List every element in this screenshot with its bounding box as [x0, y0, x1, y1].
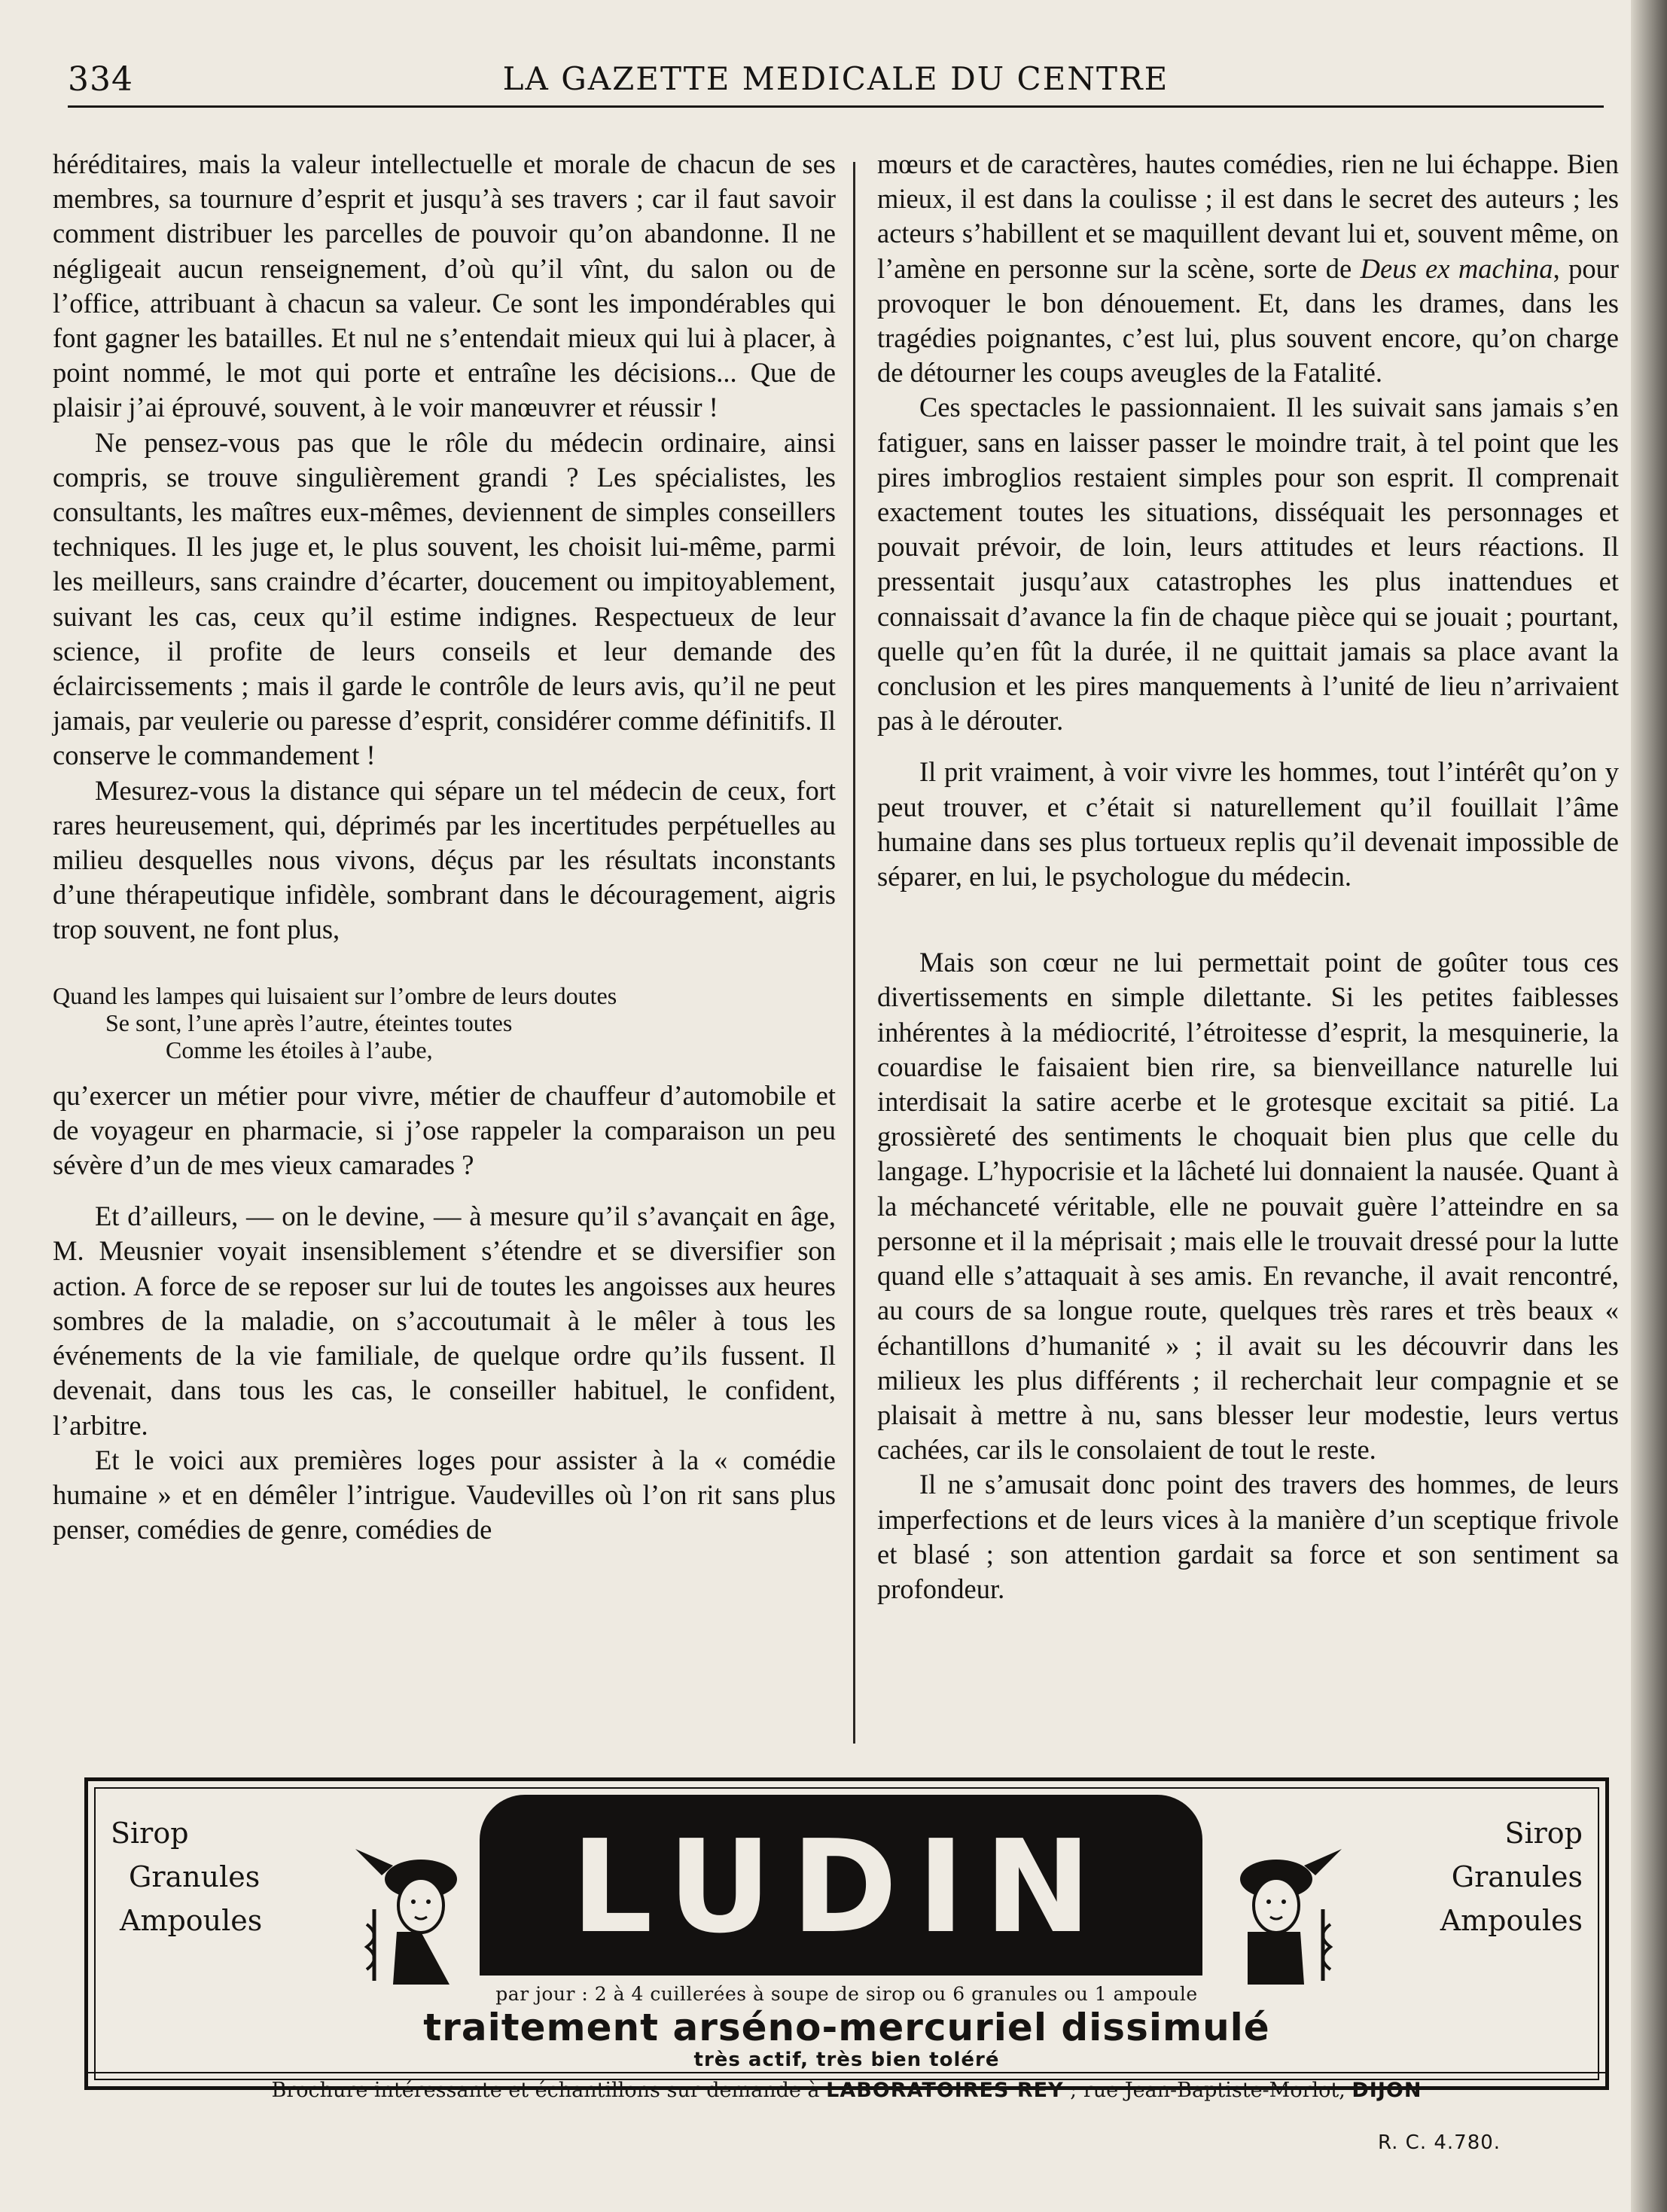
- ad-forms-right: [1440, 1811, 1583, 1942]
- brand-name: LUDIN: [571, 1813, 1111, 1962]
- left-paragraph-3: Mesurez-vous la distance qui sépare un tel médecin de ceux, fort rares heureusement, qui, déprimés par les incertitudes perpétuelles au milieu desquelles nous vivons, déçus par les résultats inconstants d’une thérapeutique infidèle, sombrant dans le découragement, aigris trop souvent, ne font plus,: [53, 774, 836, 945]
- ad-subtagline: très actif, très bien toléré: [693, 2049, 1000, 2071]
- right-paragraph-1-italic: Deus ex machina: [1360, 252, 1553, 284]
- right-paragraph-1-text-a: mœurs et de caractères, hautes comédies, rien ne lui échappe. Bien mieux, il est dans la coulisse ; il est dans le secret des auteurs ; les acteurs s’habillent et se maquillent devant lui et, souvent même, on l’amène en personne sur la scène, sorte de: [877, 148, 1619, 284]
- column-divider: [853, 162, 855, 1744]
- ludin-advertisement: [84, 1777, 1609, 2102]
- ad-form-item: Granules: [1451, 1860, 1583, 1893]
- brand-banner: [480, 1795, 1202, 1976]
- mercury-head-illustration-icon: [352, 1834, 480, 1985]
- ad-form-item: Ampoules: [120, 1904, 263, 1937]
- left-paragraph-4: qu’exercer un métier pour vivre, métier de chauffeur d’automobile et de voyageur en pharmacie, si j’ose rappeler la comparaison un peu sévère d’un de mes vieux camarades ?: [53, 1079, 836, 1181]
- right-paragraph-5: Il ne s’amusait donc point des travers des hommes, de leurs imperfections et de leurs vices à la manière d’un sceptique frivole et blasé ; son attention gardait sa force et son sentiment sa profondeur.: [877, 1469, 1619, 1604]
- ad-footer-rule: [88, 2072, 1605, 2073]
- ad-footer: [88, 2079, 1605, 2102]
- left-paragraph-1: héréditaires, mais la valeur intellectuelle et morale de chacun de ses membres, sa tournure d’esprit et jusqu’à ses travers ; car il faut savoir comment distribuer les parcelles de pouvoir qu’on abandonne. Il ne négligeait aucun renseignement, d’où qu’il vînt, du salon ou de l’office, attribuant à chacun sa valeur. Ce sont les impondérables qui font gagner les batailles. Et nul ne s’entendait mieux qui lui à placer, à point nommé, le mot qui porte et entraîne les décisions... Que de plaisir j’ai éprouvé, souvent, à le voir manœuvrer et réussir !: [53, 148, 836, 423]
- ad-footer-laboratory: LABORATOIRES REY: [826, 2079, 1064, 2102]
- left-paragraph-2: Ne pensez-vous pas que le rôle du médecin ordinaire, ainsi compris, se trouve singulièrement grandi ? Les spécialistes, les consultants, les maîtres eux-mêmes, deviennent de simples conseillers techniques. Il les juge et, le plus souvent, les choisit lui-même, parmi les meilleurs, sans craindre d’écarter, doucement ou impitoyablement, suivant les cas, ceux qu’il estime indignes. Respectueux de leur science, il profite de leurs conseils et leur demande des éclaircissements ; mais il garde le contrôle de leurs avis, qu’il ne peut jamais, par veulerie ou paresse d’esprit, considérer comme définitifs. Il conserve le commandement !: [53, 426, 836, 771]
- header-rule: [68, 105, 1604, 108]
- ad-footer-prefix: Brochure intéressante et échantillons sur demande à: [271, 2079, 827, 2102]
- ad-footer-address: ; rue Jean-Baptiste-Morlot,: [1063, 2079, 1352, 2102]
- registration-number: R. C. 4.780.: [1378, 2131, 1501, 2154]
- ad-form-item: Sirop: [111, 1817, 189, 1850]
- ad-form-item: Sirop: [1504, 1817, 1583, 1850]
- ad-dosage-line: par jour : 2 à 4 cuillerées à soupe de sirop ou 6 granules ou 1 ampoule: [495, 1983, 1198, 2005]
- verse-line: Se sont, l’une après l’autre, éteintes toutes: [105, 1008, 513, 1036]
- running-title: LA GAZETTE MEDICALE DU CENTRE: [502, 60, 1169, 97]
- right-paragraph-1-text-b: , pour provoquer le bon dénouement. Et, dans les drames, dans les tragédies poignantes, c’est lui, plus souvent encore, qu’on charge de détourner les coups aveugles de la Fatalité.: [877, 252, 1620, 389]
- right-paragraph-3: Il prit vraiment, à voir vivre les hommes, tout l’intérêt qu’on y peut trouver, et c’était si naturellement qu’il fouillait l’âme humaine dans ses plus tortueux replis qu’il devenait impossible de séparer, en lui, le psychologue du médecin.: [877, 756, 1619, 892]
- right-column: [877, 147, 1619, 1606]
- ad-forms-left: [111, 1811, 262, 1942]
- ad-form-item: Ampoules: [1440, 1904, 1583, 1937]
- right-paragraph-1: [877, 147, 1619, 390]
- left-column: [53, 147, 836, 1547]
- ad-form-item: Granules: [129, 1860, 261, 1893]
- right-paragraph-4: Mais son cœur ne lui permettait point de goûter tous ces divertissements en simple dilettante. Si les petites faiblesses inhérentes à la médiocrité, l’étroitesse d’esprit, la mesquinerie, la couardise le faisaient bien rire, sa bienveillance naturelle lui interdisait la satire acerbe et le grotesque excitait sa pitié. La grossièreté des sentiments le choquait bien plus que celle du langage. L’hypocrisie et la lâcheté lui donnaient la nausée. Quant à la méchanceté véritable, elle ne pouvait guère l’atteindre en sa personne et il la méprisait ; mais elle le trouvait dressé pour la lutte quand elle s’attaquait à ses amis. En revanche, il avait rencontré, au cours de sa longue route, quelques très rares et très beaux « échantillons d’humanité » ; il avait su les découvrir dans les milieux les plus différents ; il recherchait leur compagnie et se plaisait à mettre à nu, sans blesser leur modestie, leurs vertus cachées, car ils le consolaient de tout le reste.: [877, 947, 1619, 1466]
- ad-footer-city: DIJON: [1352, 2079, 1422, 2102]
- ad-tagline: traitement arséno-mercuriel dissimulé: [423, 2006, 1270, 2049]
- page-header: [68, 60, 1604, 105]
- left-paragraph-6: Et le voici aux premières loges pour assister à la « comédie humaine » et en démêler l’intrigue. Vaudevilles où l’on rit sans plus penser, comédies de genre, comédies de: [53, 1444, 836, 1545]
- verse-quotation: [53, 982, 836, 1063]
- verse-line: Comme les étoiles à l’aube,: [166, 1036, 433, 1063]
- page-number: 334: [68, 60, 133, 99]
- mercury-head-illustration-icon: [1217, 1834, 1345, 1985]
- right-paragraph-2: Ces spectacles le passionnaient. Il les suivait sans jamais s’en fatiguer, sans en laisser passer le moindre trait, à tel point que les pires imbroglios restaient simples pour son esprit. Il comprenait exactement toutes les situations, disséquait les personnages et pouvait prévoir, de loin, leurs attitudes et leurs réactions. Il pressentait jusqu’aux catastrophes les plus inattendues et connaissait d’avance la fin de chaque pièce qui se jouait ; pourtant, quelle qu’en fût la durée, il ne quittait jamais sa place avant la conclusion et les pires manquements à l’unité de lieu n’arrivaient pas à le dérouter.: [877, 392, 1619, 737]
- verse-line: Quand les lampes qui luisaient sur l’ombre de leurs doutes: [53, 981, 617, 1009]
- page-edge-shadow: [1631, 0, 1667, 2212]
- left-paragraph-5: Et d’ailleurs, — on le devine, — à mesure qu’il s’avançait en âge, M. Meusnier voyait insensiblement s’étendre et se diversifier son action. A force de se reposer sur lui de toutes les angoisses aux heures sombres de la maladie, on s’accoutumait à le mêler à tous les événements de la vie familiale, de quelque ordre qu’ils fussent. Il devenait, dans tous les cas, le conseiller habituel, le confident, l’arbitre.: [53, 1201, 836, 1441]
